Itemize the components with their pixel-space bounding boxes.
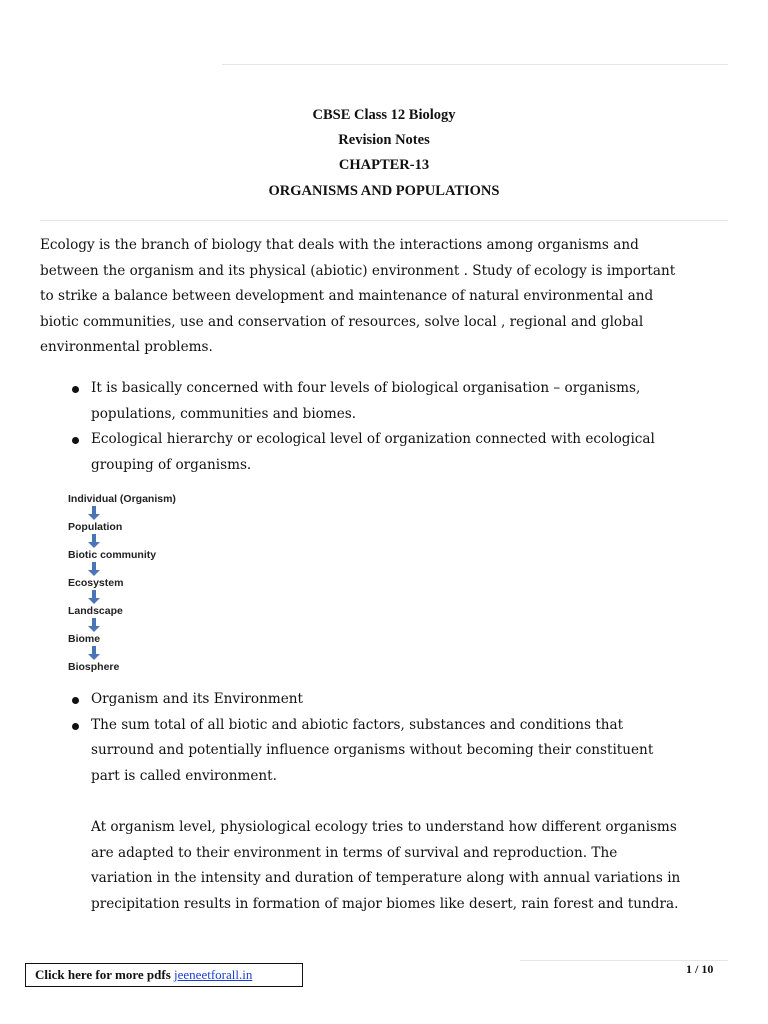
header-rule (40, 220, 728, 221)
down-arrow-icon (68, 506, 228, 520)
list-item (40, 713, 730, 790)
text-line: The sum total of all biotic and abiotic factors, substances and conditions that (91, 716, 624, 733)
header-line-2: Revision Notes (338, 132, 430, 148)
text-line: precipitation results in formation of major biomes like desert, rain forest and tundra. (91, 895, 679, 912)
hierarchy-level: Individual (Organism) (68, 493, 176, 505)
more-pdfs-label: Click here for more pdfs (35, 967, 175, 982)
physiological-ecology-paragraph (91, 815, 731, 917)
footer-rule (520, 960, 728, 961)
bullet-list-environment (40, 687, 730, 789)
list-item (40, 427, 730, 478)
intro-paragraph (40, 233, 730, 361)
hierarchy-level: Ecosystem (68, 577, 124, 589)
list-item (40, 376, 730, 427)
bullet-icon (72, 437, 79, 444)
header-line-3: CHAPTER-13 (338, 157, 430, 173)
bullet-list-levels (40, 376, 730, 478)
hierarchy-level: Biosphere (68, 661, 120, 673)
text-line: Ecology is the branch of biology that deals with the interactions among organisms and (40, 237, 639, 253)
top-rule (222, 64, 728, 65)
down-arrow-icon (68, 534, 228, 548)
header-line-1: CBSE Class 12 Biology (312, 107, 456, 123)
text-line: part is called environment. (91, 767, 277, 784)
text-line: surround and potentially influence organisms without becoming their constituent (91, 742, 654, 758)
down-arrow-icon (68, 646, 228, 660)
text-line: Organism and its Environment (91, 691, 304, 707)
text-line: It is basically concerned with four levels of biological organisation – organisms, (91, 380, 641, 396)
text-line: Ecological hierarchy or ecological level of organization connected with ecological (91, 431, 655, 447)
hierarchy-level: Population (68, 521, 123, 533)
page-number: 1 / 10 (686, 962, 714, 976)
text-line: environmental problems. (40, 339, 213, 355)
down-arrow-icon (68, 618, 228, 632)
text-line: populations, communities and biomes. (91, 405, 357, 422)
text-line: biotic communities, use and conservation of resources, solve local , regional and global (40, 313, 644, 330)
page-title: ORGANISMS AND POPULATIONS (268, 183, 500, 199)
text-line: between the organism and its physical (abiotic) environment . Study of ecology is important (40, 262, 676, 279)
ecological-hierarchy-diagram (68, 492, 228, 674)
text-line: At organism level, physiological ecology tries to understand how different organisms (91, 819, 677, 835)
list-item (40, 687, 730, 713)
hierarchy-level: Biotic community (68, 549, 157, 561)
hierarchy-level: Landscape (68, 605, 123, 617)
bullet-icon (72, 386, 79, 393)
hierarchy-level: Biome (68, 633, 101, 645)
bullet-icon (72, 723, 79, 730)
bullet-icon (72, 697, 79, 704)
text-line: are adapted to their environment in terms of survival and reproduction. The (91, 844, 618, 861)
down-arrow-icon (68, 590, 228, 604)
text-line: to strike a balance between development and maintenance of natural environmental and (40, 288, 654, 304)
jeeneetforall-link[interactable]: jeeneetforall.in (174, 967, 253, 982)
text-line: variation in the intensity and duration of temperature along with annual variations in (91, 870, 681, 886)
down-arrow-icon (68, 562, 228, 576)
text-line: grouping of organisms. (91, 456, 252, 473)
more-pdfs-banner (25, 963, 303, 987)
